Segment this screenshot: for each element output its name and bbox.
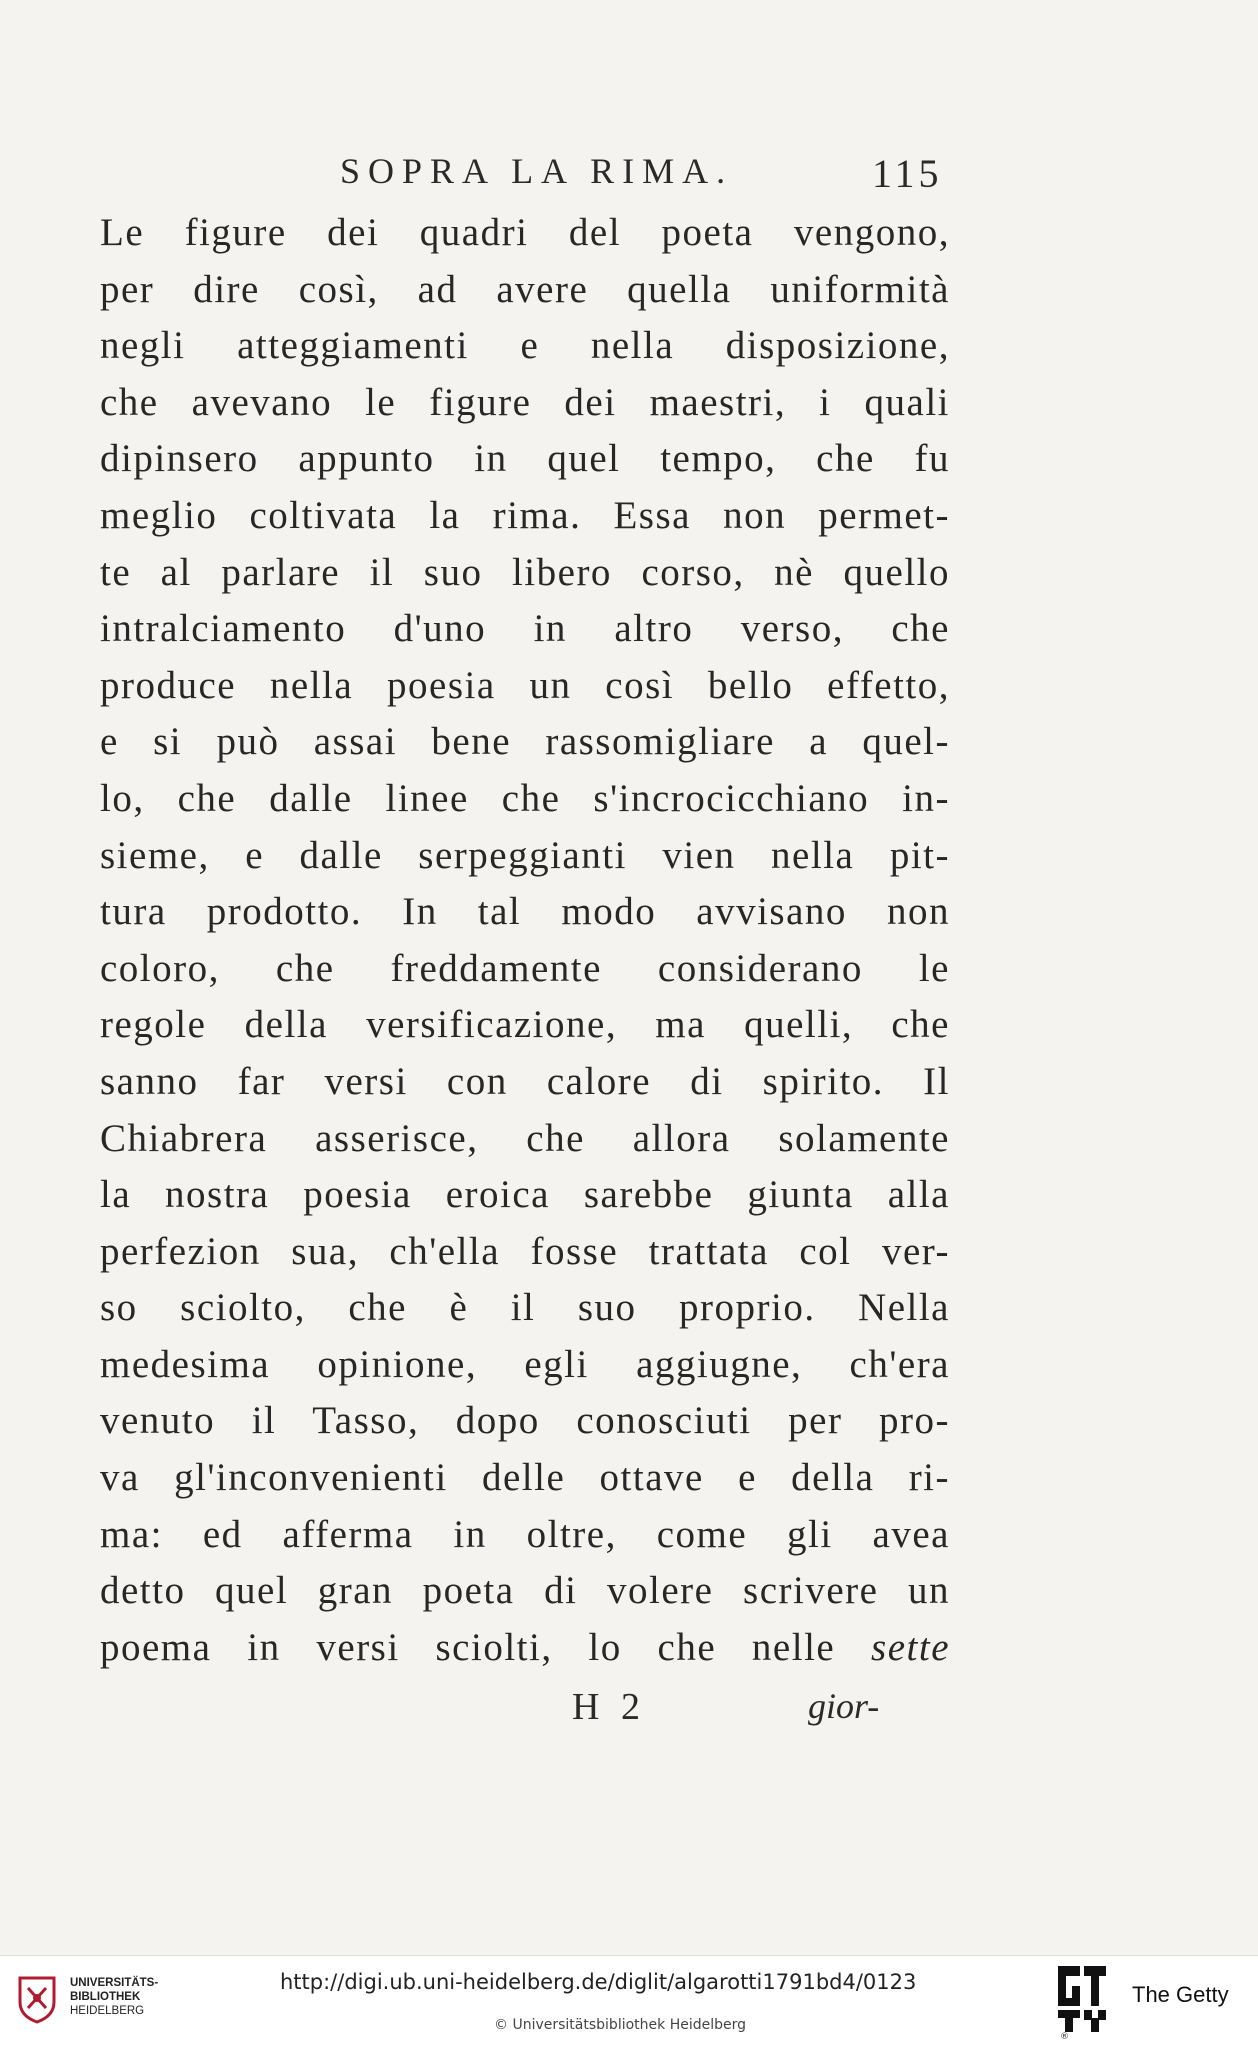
text-line: Le figure dei quadri del poeta vengono,	[100, 211, 950, 254]
last-line-text: poema in versi sciolti, lo che nelle	[100, 1625, 836, 1669]
text-line-last	[100, 1620, 950, 1677]
text-line: lo, che dalle linee che s'incrocicchiano in-	[100, 776, 950, 820]
copyright-notice: © Universitätsbibliothek Heidelberg	[494, 2017, 747, 2033]
page-footer	[0, 1685, 1258, 1735]
text-line: coloro, che freddamente considerano le	[100, 946, 950, 990]
text-line: Chiabrera asserisce, che allora solamente	[100, 1116, 950, 1160]
text-line: ma: ed afferma in oltre, come gli avea	[100, 1512, 950, 1556]
text-line: so sciolto, che è il suo proprio. Nella	[100, 1286, 950, 1330]
text-line: intralciamento d'uno in altro verso, che	[100, 607, 950, 651]
page-number: 115	[872, 151, 943, 196]
text-line: sieme, e dalle serpeggianti vien nella pit-	[100, 833, 950, 877]
text-line: negli atteggiamenti e nella disposizione,	[100, 324, 950, 368]
library-name-line2: BIBLIOTHEK	[70, 1991, 141, 2003]
last-line-italic: sette	[871, 1625, 951, 1669]
text-line: che avevano le figure dei maestri, i quali	[100, 380, 950, 424]
viewer-footer-bar	[0, 1955, 1258, 2048]
text-line: sanno far versi con calore di spirito. Il	[100, 1059, 950, 1103]
text-line: detto quel gran poeta di volere scrivere un	[100, 1569, 950, 1613]
text-line: e si può assai bene rassomigliare a quel-	[100, 720, 950, 764]
getty-logo-icon[interactable]	[1058, 1966, 1106, 2032]
heidelberg-seal-icon	[14, 1972, 60, 2024]
text-line: la nostra poesia eroica sarebbe giunta alla	[100, 1173, 950, 1217]
catchword: gior-	[808, 1686, 880, 1726]
body-text	[100, 205, 950, 1676]
text-line: produce nella poesia un così bello effetto,	[100, 663, 950, 707]
text-line: medesima opinione, egli aggiugne, ch'era	[100, 1342, 950, 1386]
sponsor-name: The Getty	[1132, 1982, 1229, 2007]
running-title: SOPRA LA RIMA.	[340, 151, 734, 191]
registered-mark: ®	[1060, 2032, 1069, 2042]
library-name-line3: HEIDELBERG	[70, 2005, 145, 2017]
text-line: meglio coltivata la rima. Essa non permet-	[100, 493, 950, 537]
university-library-logo[interactable]	[14, 1972, 174, 2032]
running-head	[0, 150, 1258, 200]
text-line: regole della versificazione, ma quelli, che	[100, 1003, 950, 1047]
library-name	[70, 1976, 158, 2018]
text-line: dipinsero appunto in quel tempo, che fu	[100, 437, 950, 481]
permalink-url[interactable]: http://digi.ub.uni-heidelberg.de/diglit/algarotti1791bd4/0123	[280, 1970, 917, 1994]
text-line: venuto il Tasso, dopo conosciuti per pro-	[100, 1399, 950, 1443]
text-line: perfezion sua, ch'ella fosse trattata col ver-	[100, 1229, 950, 1273]
text-line: te al parlare il suo libero corso, nè quello	[100, 550, 950, 594]
text-line: tura prodotto. In tal modo avvisano non	[100, 890, 950, 934]
text-line: per dire così, ad avere quella uniformità	[100, 267, 950, 311]
library-name-line1: UNIVERSITÄTS-	[70, 1977, 159, 1989]
signature-mark: H 2	[572, 1686, 646, 1728]
text-line: va gl'inconvenienti delle ottave e della ri-	[100, 1456, 950, 1500]
